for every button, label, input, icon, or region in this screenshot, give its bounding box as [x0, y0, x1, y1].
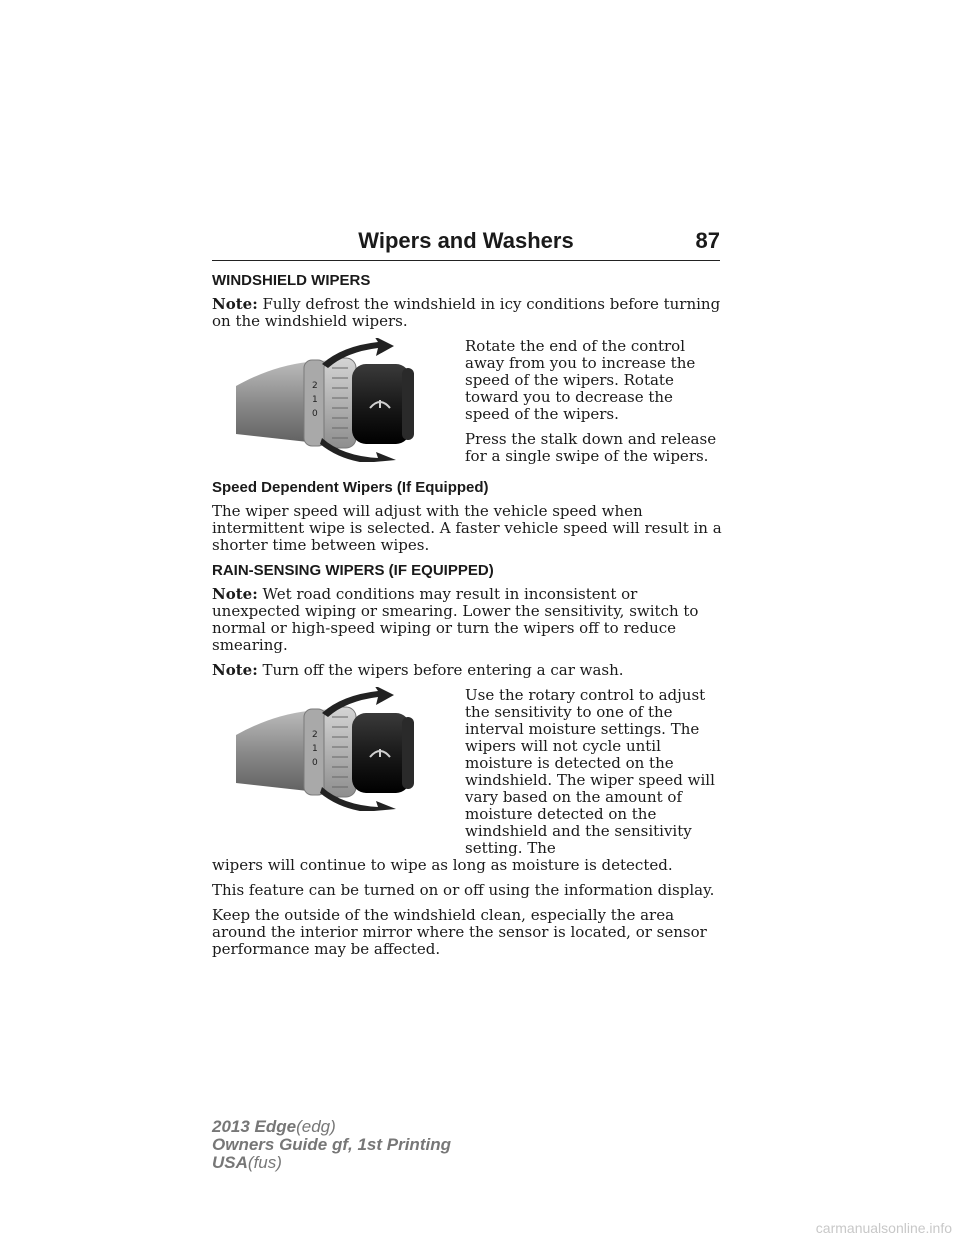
rotate-paragraph: Rotate the end of the control away from you to increase the speed of the wipers. Rotate toward you to decrease the speed of the wipers. [465, 337, 696, 423]
rain-sensing-stalk-illustration [212, 687, 465, 823]
page-footer [212, 1118, 451, 1172]
rain-sensing-figure-row [212, 687, 722, 857]
rain-sensing-text [465, 687, 722, 857]
stalk-label-2: 2 [312, 730, 318, 740]
wiper-control-figure-row [212, 338, 722, 473]
note-label: Note: [212, 585, 258, 603]
note-label: Note: [212, 295, 258, 313]
keep-clean-paragraph: Keep the outside of the windshield clean, especially the area around the interior mirror where the sensor is located, or sensor performance may be affected. [212, 906, 707, 958]
note-text: Turn off the wipers before entering a car wash. [262, 661, 624, 679]
note-text: Wet road conditions may result in inconsistent or unexpected wiping or smearing. Lower the sensitivity, switch to normal or high-speed wiping or turn the wipers off to reduce smearing. [212, 585, 699, 654]
footer-model-code: (edg) [296, 1117, 336, 1136]
wiper-stalk-illustration [212, 338, 465, 462]
note-wet-road [212, 586, 722, 654]
footer-line-guide: Owners Guide gf, 1st Printing [212, 1135, 451, 1154]
speed-dependent-heading: Speed Dependent Wipers (If Equipped) [212, 479, 489, 496]
footer-market-code: (fus) [247, 1153, 282, 1172]
rotary-control-paragraph: Use the rotary control to adjust the sensitivity to one of the interval moisture settings. The wipers will not cycle until moisture is detected on the windshield. The wiper speed will vary based on the amount of moisture detected on the windshield and the sensitivity setting. The [465, 686, 715, 857]
wiper-stalk-icon [212, 687, 465, 811]
section-title: Wipers and Washers [358, 228, 574, 253]
footer-market: USA [212, 1153, 248, 1172]
note-defrost [212, 296, 722, 330]
page-content [212, 272, 722, 966]
wiper-stalk-icon [212, 338, 465, 462]
single-swipe-paragraph: Press the stalk down and release for a single swipe of the wipers. [465, 430, 717, 465]
information-display-paragraph: This feature can be turned on or off using the information display. [212, 881, 715, 899]
footer-line-model [212, 1118, 451, 1136]
stalk-label-1: 1 [312, 744, 318, 754]
windshield-wipers-heading: WINDSHIELD WIPERS [212, 272, 371, 289]
note-text: Fully defrost the windshield in icy conditions before turning on the windshield wipers. [212, 295, 721, 330]
stalk-label-1: 1 [312, 395, 318, 405]
speed-dependent-paragraph: The wiper speed will adjust with the vehicle speed when intermittent wipe is selected. A faster vehicle speed will result in a shorter time between wipes. [212, 502, 722, 554]
note-car-wash [212, 662, 722, 679]
note-label: Note: [212, 661, 258, 679]
stalk-label-2: 2 [312, 381, 318, 391]
page-header [212, 228, 720, 261]
stalk-label-0: 0 [312, 758, 318, 768]
page-number: 87 [695, 228, 720, 253]
stalk-label-0: 0 [312, 409, 318, 419]
rotary-control-paragraph-continued: wipers will continue to wipe as long as moisture is detected. [212, 856, 673, 874]
rain-sensing-heading: RAIN-SENSING WIPERS (IF EQUIPPED) [212, 562, 494, 579]
footer-line-market [212, 1154, 451, 1172]
wiper-control-text [465, 338, 722, 473]
footer-model: 2013 Edge [212, 1117, 297, 1136]
watermark: carmanualsonline.info [815, 1220, 952, 1236]
